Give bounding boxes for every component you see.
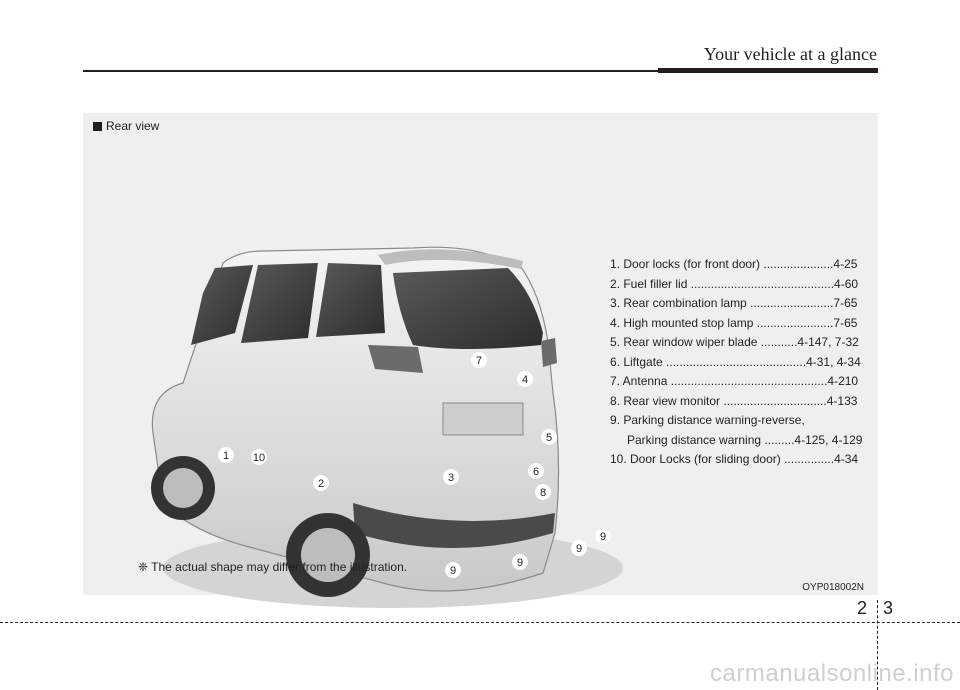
illustration-note: ❈ The actual shape may differ from the illustration. xyxy=(138,560,408,574)
header-title: Your vehicle at a glance xyxy=(703,44,877,64)
callout-label-9a: 9 xyxy=(449,565,457,577)
component-legend xyxy=(610,255,875,470)
legend-item: 4. High mounted stop lamp .......................7-65 xyxy=(610,315,858,330)
square-bullet-icon xyxy=(93,122,102,131)
legend-item: 10. Door Locks (for sliding door) ...............4-34 xyxy=(610,452,859,466)
section-heading-text: Rear view xyxy=(106,119,160,133)
callout-label-2: 2 xyxy=(317,478,325,490)
callout-label-1: 1 xyxy=(222,450,230,462)
callout-label-9d: 9 xyxy=(599,531,607,543)
callout-label-5: 5 xyxy=(545,432,553,444)
left-tail-lamp xyxy=(368,345,423,373)
right-tail-lamp xyxy=(541,338,557,367)
callout-label-9b: 9 xyxy=(516,557,524,569)
footer-rule xyxy=(0,622,960,623)
callout-label-10: 10 xyxy=(252,452,266,464)
side-window-rear xyxy=(316,263,385,337)
legend-item: 8. Rear view monitor ...............................4-133 xyxy=(610,393,858,408)
rear-view-panel xyxy=(83,113,878,595)
license-plate-recess xyxy=(443,403,523,435)
legend-item: 6. Liftgate ..........................................4-31, 4-34 xyxy=(610,354,861,369)
legend-item: 1. Door locks (for front door) .....................4-25 xyxy=(610,257,858,271)
callout-label-3: 3 xyxy=(447,472,455,484)
legend-item: 5. Rear window wiper blade ...........4-147, 7-32 xyxy=(610,335,859,349)
section-heading xyxy=(93,119,159,133)
header-rule-accent xyxy=(658,68,878,73)
callout-label-4: 4 xyxy=(521,374,529,386)
callout-label-9c: 9 xyxy=(575,543,583,555)
legend-item: 2. Fuel filler lid ...........................................4-60 xyxy=(610,276,859,291)
legend-item: 3. Rear combination lamp .........................7-65 xyxy=(610,296,858,310)
legend-item: 7. Antenna ...............................................4-210 xyxy=(610,374,859,388)
page-number: 3 xyxy=(883,598,894,618)
legend-item: 9. Parking distance warning-reverse, xyxy=(610,413,805,427)
legend-item-continuation: Parking distance warning .........4-125, 4-129 xyxy=(627,432,863,447)
callout-label-6: 6 xyxy=(532,466,540,478)
chapter-number: 2 xyxy=(857,598,868,618)
callout-label-8: 8 xyxy=(539,487,547,499)
watermark: carmanualsonline.info xyxy=(710,660,954,687)
callout-label-7: 7 xyxy=(475,355,483,367)
figure-code: OYP018002N xyxy=(802,582,864,593)
front-wheel-rim xyxy=(163,468,203,508)
